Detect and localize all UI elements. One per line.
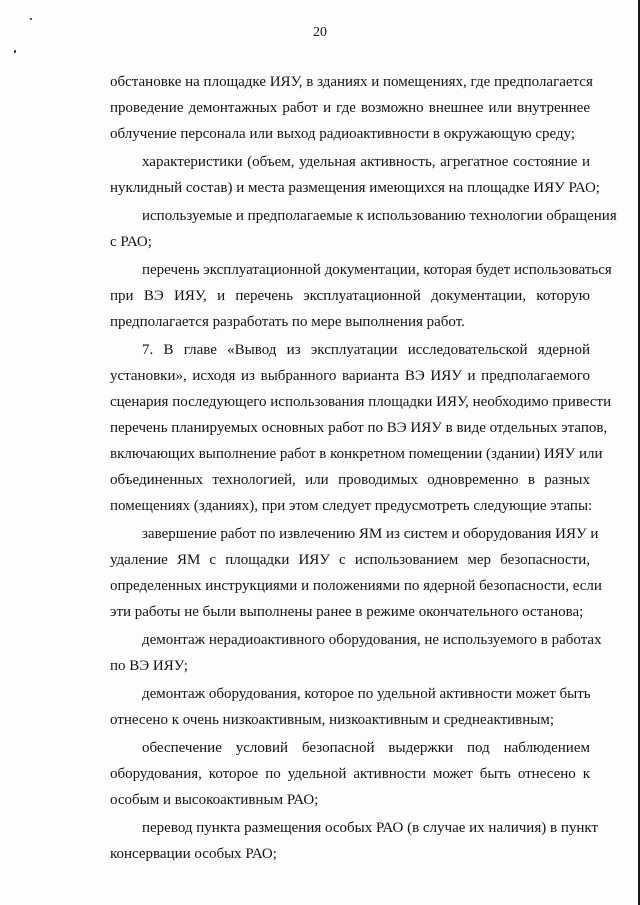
text-line: с РАО; [110,234,152,250]
page-number: 20 [313,25,327,40]
text-line: завершение работ по извлечению ЯМ из систем и оборудования ИЯУ и [142,526,599,542]
text-line: обстановке на площадке ИЯУ, в зданиях и помещениях, где предполагается [110,74,593,90]
text-line: установки», исходя из выбранного варианта ВЭ ИЯУ и предполагаемого [110,368,590,384]
text-line: сценария последующего использования площадки ИЯУ, необходимо привести [110,394,612,410]
text-line: проведение демонтажных работ и где возможно внешнее или внутреннее [110,100,590,116]
text-line: при ВЭ ИЯУ, и перечень эксплуатационной документации, которую [110,288,590,304]
text-line: помещениях (зданиях), при этом следует предусмотреть следующие этапы: [110,498,593,514]
text-line: особым и высокоактивным РАО; [110,792,319,808]
text-line: перечень планируемых основных работ по ВЭ ИЯУ в виде отдельных этапов, [110,420,608,436]
text-line: отнесено к очень низкоактивным, низкоактивным и среднеактивным; [110,712,555,728]
text-line: обеспечение условий безопасной выдержки под наблюдением [142,740,590,756]
text-line: предполагается разработать по мере выполнения работ. [110,314,465,330]
text-line: консервации особых РАО; [110,846,277,862]
text-line: объединенных технологией, или проводимых одновременно в разных [110,472,590,488]
scan-speck [30,18,32,20]
text-line: определенных инструкциями и положениями по ядерной безопасности, если [110,578,602,594]
text-line: используемые и предполагаемые к использованию технологии обращения [142,208,617,224]
text-line: демонтаж оборудования, которое по удельной активности может быть [142,686,591,702]
text-line: включающих выполнение работ в конкретном помещении (здании) ИЯУ или [110,446,603,462]
text-line: перечень эксплуатационной документации, которая будет использоваться [142,262,612,278]
text-line: удаление ЯМ с площадки ИЯУ с использованием мер безопасности, [110,552,590,568]
text-line: по ВЭ ИЯУ; [110,658,188,674]
text-line: облучение персонала или выход радиоактивности в окружающую среду; [110,126,576,142]
text-line: нуклидный состав) и места размещения имеющихся на площадке ИЯУ РАО; [110,180,600,196]
text-line: демонтаж нерадиоактивного оборудования, не используемого в работах [142,632,602,648]
text-line: 7. В главе «Вывод из эксплуатации исследовательской ядерной [142,342,590,358]
text-line: характеристики (объем, удельная активность, агрегатное состояние и [142,154,590,170]
text-line: оборудования, которое по удельной активности может быть отнесено к [110,766,590,782]
text-line: перевод пункта размещения особых РАО (в случае их наличия) в пункт [142,820,599,836]
scan-speck [14,50,16,53]
text-line: эти работы не были выполнены ранее в режиме окончательного останова; [110,604,584,620]
